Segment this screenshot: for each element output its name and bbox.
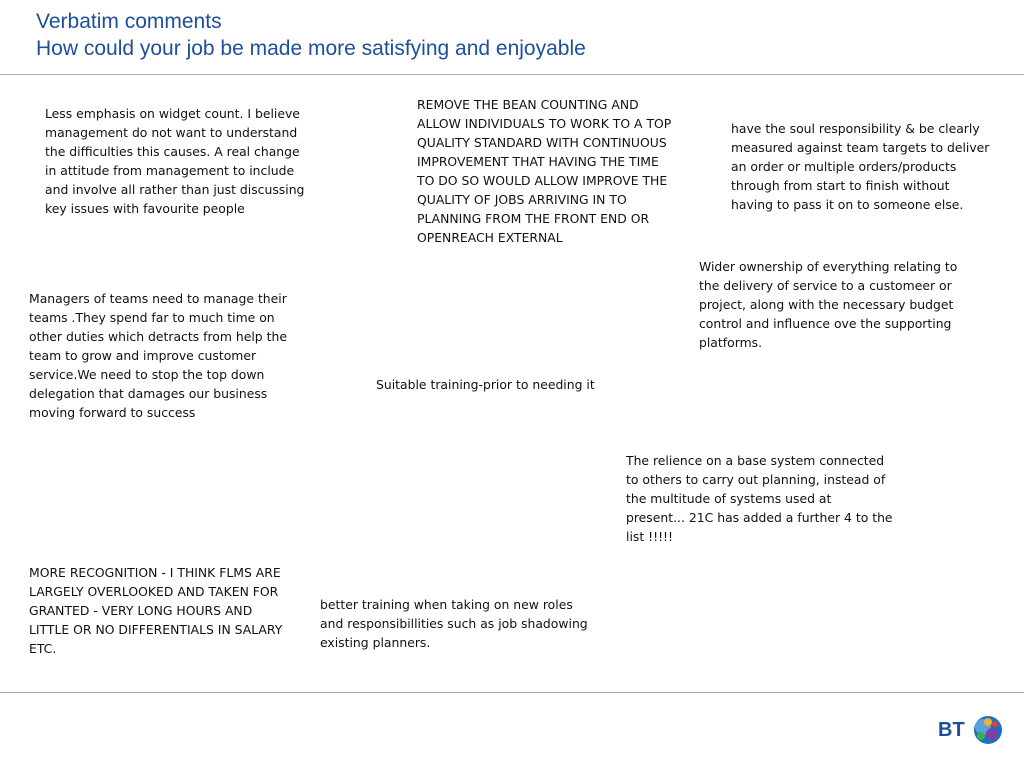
bt-logo [936,710,1006,750]
bt-logo-text: BT [938,719,965,741]
comment-more-recognition: MORE RECOGNITION - I THINK FLMS ARE LARGELY OVERLOOKED AND TAKEN FOR GRANTED - VERY LONG HOURS AND LITTLE OR NO DIFFERENTIALS IN SALARY ETC. [29,565,283,656]
comment-wider-ownership: Wider ownership of everything relating to the delivery of service to a customeer or project, along with the necessary budget control and influence ove the supporting platforms. [699,259,958,350]
title-line-1: Verbatim comments [36,10,222,33]
title-line-2: How could your job be made more satisfying and enjoyable [36,37,586,60]
comment-base-system: The relience on a base system connected to others to carry out planning, instead of the multitude of systems used at present... 21C has added a further 4 to the list !!!!! [626,453,893,544]
comment-better-training: better training when taking on new roles and responsibillities such as job shadowing existing planners. [320,597,588,650]
page-title [36,8,586,62]
comment-soul-responsibility: have the soul responsibility & be clearly measured against team targets to deliver an order or multiple orders/products through from start to finish without having to pass it on to someone else. [731,121,990,212]
comment-bean-counting: REMOVE THE BEAN COUNTING AND ALLOW INDIVIDUALS TO WORK TO A TOP QUALITY STANDARD WITH CONTINUOUS IMPROVEMENT THAT HAVING THE TIME TO DO SO WOULD ALLOW IMPROVE THE QUALITY OF JOBS ARRIVING IN TO PLANNING FROM THE FRONT END OR OPENREACH EXTERNAL [417,97,672,245]
comment-suitable-training: Suitable training-prior to needing it [376,377,595,392]
footer-divider [0,692,1024,693]
header-divider [0,74,1024,75]
bt-logo-icon [936,710,1006,750]
comment-managers-of-teams: Managers of teams need to manage their teams .They spend far to much time on other duties which detracts from help the team to grow and improve customer service.We need to stop the top down delegation that damages our business moving forward to success [29,291,287,420]
comment-widget-count: Less emphasis on widget count. I believe management do not want to understand the difficulties this causes. A real change in attitude from management to include and involve all rather than just discussing key issues with favourite people [45,106,305,216]
